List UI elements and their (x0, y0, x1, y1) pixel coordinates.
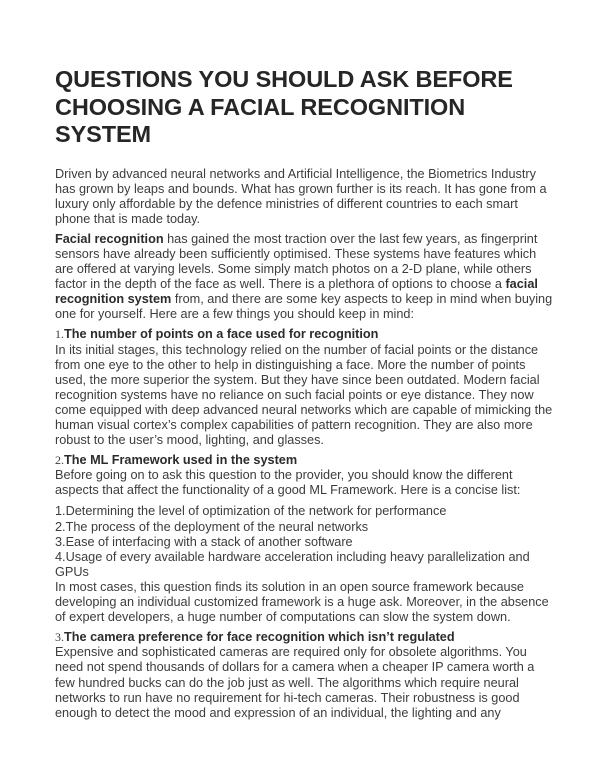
section-2-heading (55, 453, 556, 468)
section-3-body: Expensive and sophisticated cameras are required only for obsolete algorithms. You need not spend thousands of dollars for a camera when a cheaper IP camera worth a few hundred bucks can do the job just as well. The algorithms which require neural networks to run have no requirement for hi-tech cameras. Their robustness is good enough to detect the mood and expression of an individual, the lighting and any (55, 645, 535, 720)
section-1-body: In its initial stages, this technology relied on the number of facial points or the distance from one eye to the other to help in distinguishing a face. More the number of points used, the more superior the system. But they have since been outdated. Modern facial recognition systems have no reliance on such facial points or eye distance. They now come equipped with deep advanced neural networks which are capable of mimicking the human visual cortex’s complex capabilities of pattern recognition. They are also more robust to the user’s mood, lighting, and glasses. (55, 342, 553, 448)
page-title: QUESTIONS YOU SHOULD ASK BEFORE CHOOSING A FACIAL RECOGNITION SYSTEM (55, 66, 513, 147)
section-number: 2. (55, 453, 64, 468)
section-1-heading (55, 327, 556, 342)
section-heading-text: The number of points on a face used for recognition (64, 327, 379, 342)
section-heading-text: The camera preference for face recognition which isn’t regulated (64, 630, 455, 645)
facial-recognition-paragraph (55, 232, 556, 323)
intro-paragraph: Driven by advanced neural networks and Artificial Intelligence, the Biometrics Industry has grown by leaps and bounds. What has grown further is its reach. It has gone from a luxury only affordable by the defence ministries of different countries to each smart phone that is made today. (55, 166, 547, 226)
section-3-heading (55, 630, 556, 645)
paragraph-text-b: from, and there are some key aspects to keep in mind when buying one for yourself. Here are a few things you should keep in mind: (55, 292, 553, 322)
list-item: 2.The process of the deployment of the neural networks (55, 519, 369, 534)
section-2-conclusion: In most cases, this question finds its solution in an open source framework because developing an individual customized framework is a huge ask. Moreover, in the absence of expert developers, a huge number of computations can slow the system down. (55, 579, 549, 625)
list-item: 3.Ease of interfacing with a stack of another software (55, 534, 353, 549)
section-2-body: Before going on to ask this question to the provider, you should know the different aspects that affect the functionality of a good ML Framework. Here is a concise list: (55, 468, 521, 498)
section-number: 3. (55, 630, 64, 645)
paragraph-text-a: has gained the most traction over the last few years, as fingerprint sensors have already been sufficiently optimised. These systems have features which are offered at varying levels. Some simply match photos on a 2-D plane, while others factor in the depth of the face as well. There is a plethora of options to choose a (55, 231, 538, 292)
section-2 (55, 453, 556, 625)
section-1 (55, 327, 556, 448)
list-item: 1.Determining the level of optimization of the network for performance (55, 504, 447, 519)
bold-term-facial-recognition-system: facial recognition system (55, 277, 538, 307)
bold-term-facial-recognition: Facial recognition (55, 231, 164, 246)
section-3 (55, 630, 556, 721)
list-item: 4.Usage of every available hardware acceleration including heavy parallelization and GPUs (55, 549, 530, 579)
section-number: 1. (55, 327, 64, 342)
ml-framework-list (55, 504, 556, 579)
section-heading-text: The ML Framework used in the system (64, 453, 298, 468)
